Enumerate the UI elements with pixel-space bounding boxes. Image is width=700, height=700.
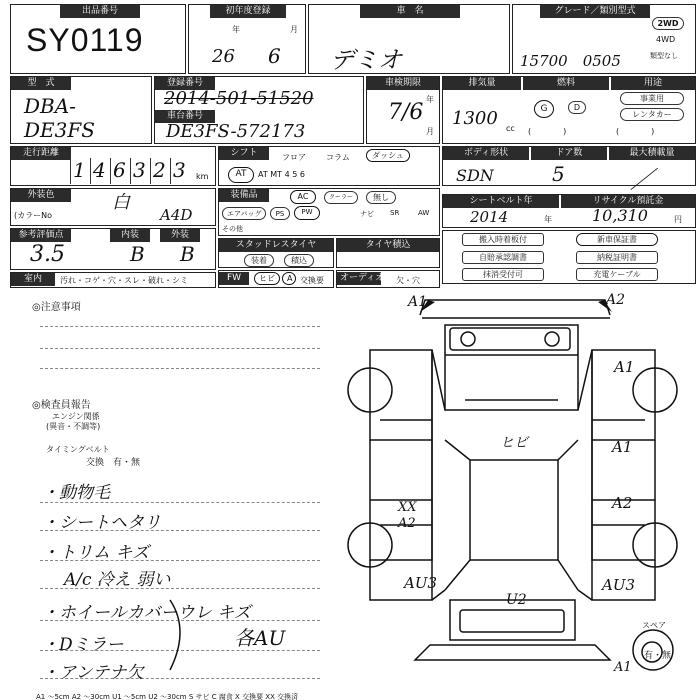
recycle-value: 10,310	[592, 206, 648, 225]
grade-label: グレード／類別型式	[540, 5, 650, 18]
mileage-digit: 2	[153, 158, 166, 182]
note-aside: 各AU	[234, 626, 286, 650]
doc-tax: 納税証明書	[576, 251, 658, 264]
year-value: 26	[212, 46, 235, 67]
audio-items: 欠・穴	[396, 276, 420, 285]
shift-label: シフト	[219, 147, 269, 160]
use-label: 用途	[611, 77, 695, 90]
doc-plate: 搬入時着板付	[462, 233, 544, 246]
score-value: 3.5	[30, 242, 65, 267]
shift-type-at: AT	[228, 167, 254, 183]
month-value: 6	[268, 44, 281, 68]
use-business: 事業用	[620, 92, 684, 105]
legend-bar	[0, 692, 700, 700]
equip-cooler: クーラー	[324, 191, 358, 204]
displacement-label: 排気量	[443, 77, 521, 90]
color-value: 白	[112, 192, 130, 213]
displacement-value: 1300	[452, 108, 498, 129]
engine-sub: (異音・不調等)	[46, 422, 101, 431]
drive-2wd: 2WD	[652, 17, 684, 30]
damage-mark: A1	[614, 358, 635, 376]
score-label: 参考評価点	[11, 229, 71, 242]
doors-label: ドア数	[531, 147, 607, 160]
lot-label: 出品番号	[60, 5, 140, 18]
damage-mark: AU3	[404, 574, 438, 592]
doc-cancel: 抹消受付可	[462, 268, 544, 281]
damage-mark: ヒビ	[500, 435, 528, 451]
note-line: ・シートヘタリ	[42, 513, 161, 533]
fuel-g: G	[534, 100, 554, 118]
damage-mark: AU3	[602, 576, 636, 594]
shift-types: AT MT 4 5 6	[258, 170, 305, 179]
doc-insurance: 自賠承認調書	[462, 251, 544, 264]
cc-unit: cc	[506, 124, 515, 133]
damage-mark: A2	[606, 292, 626, 308]
shift-option-floor: フロア	[282, 153, 306, 162]
timing-label: タイミングベルト	[46, 445, 110, 454]
inspect-value: 7/6	[388, 100, 424, 125]
chassis-label: 車台番号	[155, 110, 215, 123]
note-line: A/c 冷え 弱い	[64, 570, 171, 590]
mileage-digit: 3	[133, 158, 146, 182]
car-label: 車 名	[360, 5, 460, 18]
interior-row-items: 汚れ・コゲ・穴・スレ・破れ・シミ	[60, 276, 188, 285]
equip-sr: SR	[390, 209, 400, 217]
mileage-digit: 6	[113, 158, 126, 182]
reg-value: 2014-501-51520	[164, 88, 314, 109]
fw-label: FW	[219, 272, 249, 285]
mileage-digit: 4	[93, 158, 106, 182]
type-none: 類型なし	[650, 52, 678, 60]
equip-none: 無し	[366, 191, 396, 204]
note-line: ・Dミラー	[42, 635, 124, 655]
damage-mark: A1	[408, 294, 428, 310]
interior-label: 内装	[110, 229, 150, 242]
capacity-label: 最大積載量	[609, 147, 695, 160]
color-label: 外装色	[11, 189, 71, 202]
mileage-digit: 1	[73, 158, 86, 182]
month-unit: 月	[290, 25, 298, 34]
engine-label: エンジン関係	[52, 412, 100, 421]
use-paren: ( )	[616, 127, 655, 136]
mileage-unit: km	[196, 172, 209, 181]
body-label: ボディ形状	[443, 147, 529, 160]
spare-label: スペア	[642, 621, 666, 630]
equip-ps: PS	[270, 207, 290, 220]
studless-mounted: 装着	[244, 254, 274, 267]
exterior-label: 外装	[160, 229, 200, 242]
exterior-value: B	[180, 242, 195, 266]
damage-mark: U2	[506, 592, 527, 608]
drive-4wd: 4WD	[656, 35, 676, 44]
model-value: DBA-DE3FS	[24, 94, 95, 142]
seatbelt-label: シートベルト年	[443, 195, 559, 208]
shift-option-dash: ダッシュ	[366, 149, 410, 162]
color-no: A4D	[160, 206, 193, 224]
note-line: ・トリム キズ	[42, 543, 150, 563]
damage-mark: XX	[398, 500, 417, 515]
body-value: SDN	[456, 166, 494, 185]
car-name: デミオ	[330, 46, 402, 74]
seatbelt-unit: 年	[544, 215, 552, 224]
shift-option-column: コラム	[326, 153, 350, 162]
fuel-label: 燃料	[523, 77, 609, 90]
inspect-month: 月	[426, 127, 434, 136]
damage-mark: A2	[612, 494, 633, 512]
seatbelt-value: 2014	[470, 208, 509, 226]
inspect-label: 車検期限	[367, 77, 439, 90]
doc-warranty: 新車保証書	[576, 233, 658, 246]
year-label: 初年度登録	[210, 5, 286, 18]
note-line: ・ホイールカバーウレ キズ	[42, 603, 251, 623]
equip-aw: AW	[418, 209, 430, 217]
note-line: ・動物毛	[42, 483, 110, 503]
equip-other: その他	[222, 225, 243, 233]
tire-label: タイヤ積込	[337, 239, 439, 252]
recycle-unit: 円	[674, 215, 682, 224]
use-rental: レンタカー	[620, 108, 684, 121]
equip-label: 装備品	[219, 189, 269, 202]
report-label: ◎検査員報告	[32, 400, 91, 411]
equip-airbag: エアバッグ	[222, 207, 266, 220]
studless-loaded: 積込	[284, 254, 314, 267]
equip-ac: AC	[290, 190, 316, 204]
chassis-value: DE3FS-572173	[166, 121, 306, 142]
studless-label: スタッドレスタイヤ	[219, 239, 333, 252]
recycle-label: リサイクル預託金	[561, 195, 695, 208]
doors-value: 5	[552, 162, 565, 186]
grade-value: 15700 0505	[520, 52, 621, 70]
year-unit: 年	[232, 25, 240, 34]
legend-text: A1 〜5cm A2 〜30cm U1 〜5cm U2 〜30cm S サビ C 腐食 X 交換要 XX 交換済	[36, 693, 299, 700]
reg-label: 登録番号	[155, 77, 215, 90]
inspect-year: 年	[426, 95, 434, 104]
fw-crack: ヒビ	[254, 272, 280, 285]
equip-pw: PW	[294, 206, 320, 220]
interior-row-label: 室内	[11, 273, 55, 286]
capacity-value: ／	[630, 166, 654, 194]
caution-label: ◎注意事項	[32, 302, 81, 313]
damage-mark: A1	[614, 660, 632, 675]
timing-value: 交換 有・無	[86, 458, 141, 468]
interior-value: B	[130, 242, 145, 266]
doc-charger: 充電ケーブル	[576, 268, 658, 281]
color-no-label: (カラーNo	[14, 211, 52, 220]
mileage-digit: 3	[173, 158, 186, 182]
damage-mark: A2	[398, 516, 416, 531]
equip-navi: ナビ	[360, 210, 374, 218]
fw-replace: 交換要	[300, 276, 324, 285]
note-line: ・アンテナ欠	[42, 663, 144, 683]
audio-label: オーディオ	[337, 272, 381, 285]
damage-mark: A1	[612, 438, 633, 456]
fw-a: A	[282, 272, 296, 285]
mileage-label: 走行距離	[11, 147, 71, 160]
fuel-d: D	[568, 101, 586, 114]
spare-value: 有・無	[644, 651, 672, 661]
lot-number: SY0119	[26, 22, 144, 58]
fuel-paren-1: ( )	[528, 127, 567, 136]
model-label: 型 式	[11, 77, 71, 90]
